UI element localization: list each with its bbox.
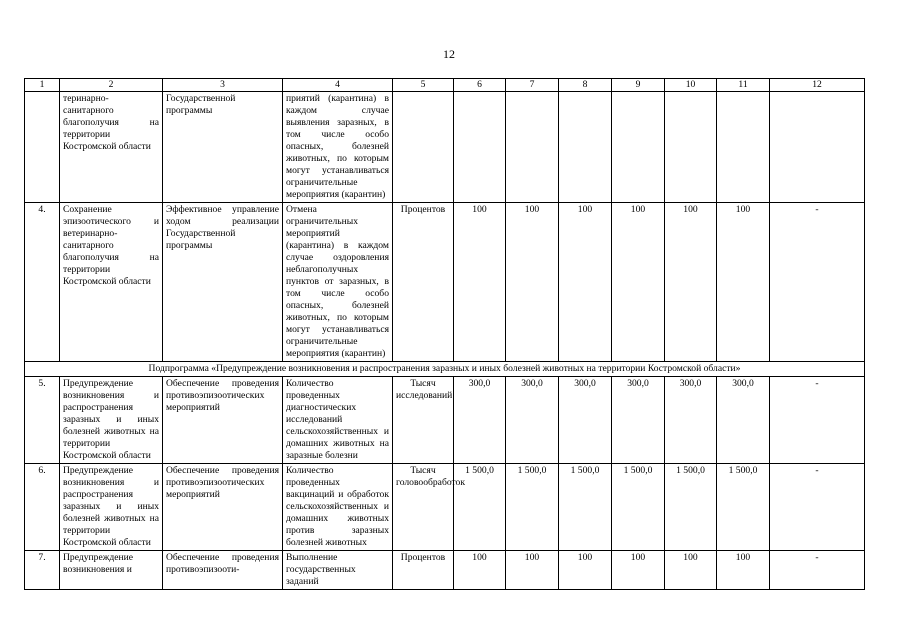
note-cell: -: [770, 203, 865, 362]
value-cell: 300,0: [717, 377, 770, 464]
subprogram-title: Подпрограмма «Предупреждение возникновения и распространения заразных и иных болезней животных на территории Костромской области»: [25, 362, 865, 377]
column-header: 8: [559, 79, 612, 92]
value-cell: [506, 92, 559, 203]
column-header: 1: [25, 79, 60, 92]
row-number: 6.: [25, 464, 60, 551]
row-number: 5.: [25, 377, 60, 464]
value-cell: 100: [454, 551, 506, 590]
value-cell: 300,0: [665, 377, 717, 464]
table-row: [25, 377, 865, 464]
value-cell: 100: [506, 203, 559, 362]
value-cell: 100: [665, 203, 717, 362]
task-cell: Обеспечение проведения противоэпизоотических мероприятий: [163, 464, 283, 551]
value-cell: [559, 92, 612, 203]
table-row: [25, 464, 865, 551]
unit-cell: Процентов: [393, 551, 454, 590]
row-number: 4.: [25, 203, 60, 362]
value-cell: 1 500,0: [454, 464, 506, 551]
goal-cell: Предупреждение возникновения и: [60, 551, 163, 590]
value-cell: 100: [559, 551, 612, 590]
column-header: 10: [665, 79, 717, 92]
goal-cell: Предупреждение возникновения и распространения заразных и иных болезней животных на территории Костромской области: [60, 377, 163, 464]
indicator-cell: приятий (карантина) в каждом случае выявления заразных, в том числе особо опасных, болезней животных, по которым могут устанавливаться ограничительные мероприятия (карантин): [283, 92, 393, 203]
value-cell: 100: [717, 551, 770, 590]
value-cell: 100: [612, 203, 665, 362]
unit-cell: Тысяч головообработок: [393, 464, 454, 551]
note-cell: -: [770, 377, 865, 464]
column-header: 2: [60, 79, 163, 92]
value-cell: 300,0: [559, 377, 612, 464]
note-cell: -: [770, 464, 865, 551]
column-header: 5: [393, 79, 454, 92]
task-cell: Государственной программы: [163, 92, 283, 203]
task-cell: Эффективное управление ходом реализации Государственной программы: [163, 203, 283, 362]
goal-cell: Сохранение эпизоотического и ветеринарно-санитарного благополучия на территории Костромской области: [60, 203, 163, 362]
table-row: [25, 92, 865, 203]
unit-cell: Процентов: [393, 203, 454, 362]
value-cell: 100: [454, 203, 506, 362]
row-number: [25, 92, 60, 203]
value-cell: 1 500,0: [665, 464, 717, 551]
indicator-cell: Количество проведенных диагностических исследований сельскохозяйственных и домашних животных на заразные болезни: [283, 377, 393, 464]
value-cell: 100: [612, 551, 665, 590]
column-header: 11: [717, 79, 770, 92]
value-cell: 300,0: [506, 377, 559, 464]
indicators-table: [24, 78, 865, 590]
value-cell: 100: [559, 203, 612, 362]
note-cell: [770, 92, 865, 203]
value-cell: 1 500,0: [612, 464, 665, 551]
goal-cell: теринарно-санитарного благополучия на территории Костромской области: [60, 92, 163, 203]
value-cell: 100: [717, 203, 770, 362]
value-cell: 100: [665, 551, 717, 590]
value-cell: 1 500,0: [717, 464, 770, 551]
indicator-cell: Отмена ограничительных мероприятий (карантина) в каждом случае оздоровления неблагополучных пунктов от заразных, в том числе особо опасных, болезней животных, по которым могут устанавливаться ограничительные мероприятия (карантин): [283, 203, 393, 362]
table-row: [25, 203, 865, 362]
value-cell: [454, 92, 506, 203]
value-cell: [612, 92, 665, 203]
indicator-cell: Количество проведенных вакцинаций и обработок сельскохозяйственных и домашних животных против заразных болезней животных: [283, 464, 393, 551]
table-header-row: [25, 79, 865, 92]
column-header: 4: [283, 79, 393, 92]
value-cell: 1 500,0: [506, 464, 559, 551]
value-cell: 300,0: [612, 377, 665, 464]
column-header: 12: [770, 79, 865, 92]
task-cell: Обеспечение проведения противоэпизооти-: [163, 551, 283, 590]
unit-cell: Тысяч исследований: [393, 377, 454, 464]
table-row: [25, 551, 865, 590]
note-cell: -: [770, 551, 865, 590]
column-header: 9: [612, 79, 665, 92]
column-header: 7: [506, 79, 559, 92]
value-cell: 100: [506, 551, 559, 590]
value-cell: [717, 92, 770, 203]
row-number: 7.: [25, 551, 60, 590]
goal-cell: Предупреждение возникновения и распространения заразных и иных болезней животных на территории Костромской области: [60, 464, 163, 551]
page-number: 12: [443, 47, 455, 61]
indicator-cell: Выполнение государственных заданий: [283, 551, 393, 590]
value-cell: [665, 92, 717, 203]
task-cell: Обеспечение проведения противоэпизоотических мероприятий: [163, 377, 283, 464]
value-cell: 300,0: [454, 377, 506, 464]
column-header: 3: [163, 79, 283, 92]
column-header: 6: [454, 79, 506, 92]
unit-cell: [393, 92, 454, 203]
subprogram-row: [25, 362, 865, 377]
value-cell: 1 500,0: [559, 464, 612, 551]
